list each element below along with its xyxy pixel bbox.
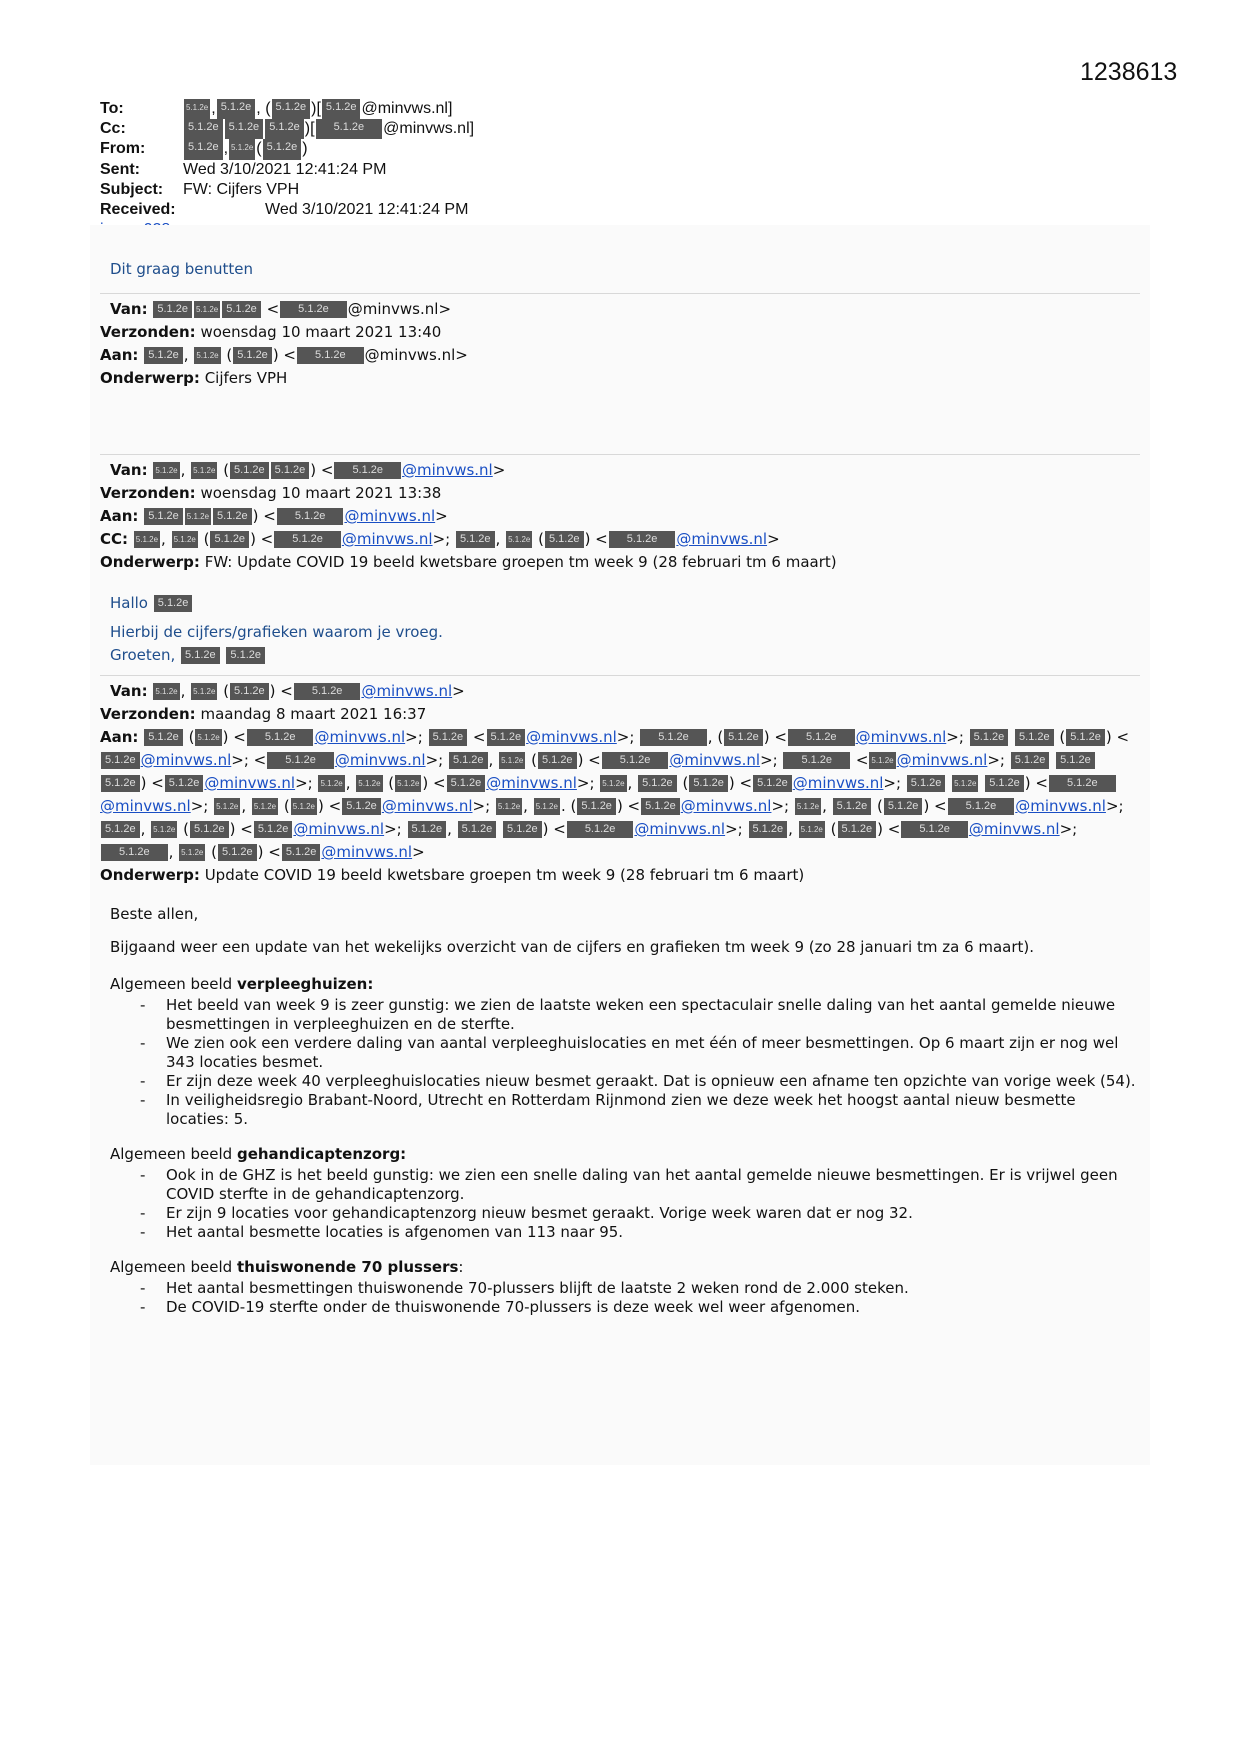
redaction: 5.1.2e xyxy=(185,508,211,525)
redaction: 5.1.2e xyxy=(179,844,205,861)
redaction: 5.1.2e xyxy=(318,775,344,792)
redaction: 5.1.2e xyxy=(456,531,495,548)
redaction: 5.1.2e xyxy=(101,844,168,861)
redaction: 5.1.2e xyxy=(265,119,304,139)
section-heading: Algemeen beeld gehandicaptenzorg: xyxy=(110,1145,407,1163)
redaction: 5.1.2e xyxy=(277,508,344,525)
redaction: 5.1.2e xyxy=(1049,775,1116,792)
email-link[interactable]: @minvws.nl xyxy=(402,461,493,479)
redaction: 5.1.2e xyxy=(907,775,946,792)
redaction: 5.1.2e xyxy=(153,683,179,700)
redaction: 5.1.2e xyxy=(602,752,669,769)
redaction: 5.1.2e xyxy=(247,729,314,746)
redaction: 5.1.2e xyxy=(316,119,383,139)
redaction: 5.1.2e xyxy=(838,821,877,838)
mail1-van: Van: 5.1.2e 5.1.2e 5.1.2e < 5.1.2e @minvws.nl> xyxy=(110,300,452,318)
sent-label: Sent: xyxy=(100,160,140,178)
redaction: 5.1.2e xyxy=(213,508,252,525)
redaction: 5.1.2e xyxy=(395,775,421,792)
redaction: 5.1.2e xyxy=(194,301,220,318)
redaction: 5.1.2e xyxy=(291,798,317,815)
bullet-list xyxy=(110,1279,1140,1317)
redaction: 5.1.2e xyxy=(218,844,257,861)
redaction: 5.1.2e xyxy=(458,821,497,838)
section-heading: Algemeen beeld verpleeghuizen: xyxy=(110,975,374,993)
redaction: 5.1.2e xyxy=(408,821,447,838)
redaction: 5.1.2e xyxy=(884,798,923,815)
redaction: 5.1.2e xyxy=(638,775,677,792)
redaction: 5.1.2e xyxy=(233,347,272,364)
redaction: 5.1.2e xyxy=(271,462,310,479)
email-link[interactable]: @minvws.nl xyxy=(361,682,453,700)
redaction: 5.1.2e xyxy=(1015,729,1054,746)
email-link[interactable]: @minvws.nl xyxy=(314,728,406,746)
bullet-list xyxy=(110,1166,1140,1242)
mail2-verzonden: Verzonden: woensdag 10 maart 2021 13:38 xyxy=(100,484,442,502)
section-heading: Algemeen beeld thuiswonende 70 plussers: xyxy=(110,1258,464,1276)
subject-label: Subject: xyxy=(100,180,164,198)
email-link[interactable]: @minvws.nl xyxy=(855,728,947,746)
section xyxy=(110,973,1140,1129)
intro-paragraph: Bijgaand weer een update van het wekelijks overzicht van de cijfers en grafieken tm week 9 (zo 28 januari tm za 6 maart). xyxy=(110,938,1035,956)
redaction: 5.1.2e xyxy=(274,531,341,548)
redaction: 5.1.2e xyxy=(689,775,728,792)
redaction: 5.1.2e xyxy=(429,729,468,746)
redaction: 5.1.2e xyxy=(226,647,265,664)
received-label: Received: xyxy=(100,201,176,219)
redaction: 5.1.2e xyxy=(503,821,542,838)
redaction: 5.1.2e xyxy=(506,531,532,548)
redaction: 5.1.2e xyxy=(342,798,381,815)
document-id: 1238613 xyxy=(1080,58,1178,86)
mail3-aan: Aan: 5.1.2e ( 5.1.2e ) < 5.1.2e @minvws.nl>; 5.1.2e < 5.1.2e @minvws.nl>; 5.1.2e , ( 5.1.2e ) < 5.1.2e @minvws.nl>; 5.1.2e 5.1.2e ( 5.1.2e ) <5.1.2e @minvws.nl>; < 5.1.2e @minvws.nl>; 5.1.2e , 5.1.2e ( 5.1.2e ) < 5.1.2e @minvws.nl>; 5.1.2e < 5.1.2e @minvws.nl>; 5.1.2e 5.1.2e 5.1.2e ) < 5.1.2e @minvws.nl>; 5.1.2e , 5.1.2e ( 5.1.2e ) < 5.1.2e @minvws.nl>; 5.1.2e , 5.1.2e ( 5.1.2e ) < 5.1.2e @minvws.nl>; 5.1.2e 5.1.2e 5.1.2e ) < 5.1.2e@minvws.nl>; 5.1.2e , 5.1.2e ( 5.1.2e ) < 5.1.2e @minvws.nl>; 5.1.2e , 5.1.2e . ( 5.1.2e ) < 5.1.2e @minvws.nl>; 5.1.2e , 5.1.2e ( 5.1.2e ) < 5.1.2e @minvws.nl>; 5.1.2e , 5.1.2e ( 5.1.2e ) < 5.1.2e @minvws.nl>; 5.1.2e , 5.1.2e 5.1.2e ) < 5.1.2e @minvws.nl>; 5.1.2e , 5.1.2e ( 5.1.2e ) < 5.1.2e @minvws.nl>; 5.1.2e , 5.1.2e ( 5.1.2e ) < 5.1.2e @minvws.nl> xyxy=(100,728,1130,861)
bullet-item: - Het aantal besmettingen thuiswonende 70-plussers blijft de laatste 2 weken rond de 2.000 steken. xyxy=(140,1279,1140,1298)
redaction: 5.1.2e xyxy=(282,844,321,861)
bullet-list xyxy=(110,996,1140,1129)
email-link[interactable]: @minvws.nl xyxy=(968,820,1060,838)
redaction: 5.1.2e xyxy=(499,752,525,769)
redaction: 5.1.2e xyxy=(267,752,334,769)
redaction: 5.1.2e xyxy=(254,821,293,838)
email-link[interactable]: @minvws.nl xyxy=(526,728,617,746)
subject-value: FW: Cijfers VPH xyxy=(183,180,300,198)
redaction: 5.1.2e xyxy=(151,821,177,838)
redaction: 5.1.2e xyxy=(214,798,240,815)
email-link[interactable]: @minvws.nl xyxy=(321,843,413,861)
bullet-item: - Het beeld van week 9 is zeer gunstig: we zien de laatste weken een spectaculair snelle daling van het aantal gemelde nieuwe besmettingen in verpleeghuizen en de sterfte. xyxy=(140,996,1140,1034)
redaction: 5.1.2e xyxy=(322,99,361,119)
redaction: 5.1.2e xyxy=(833,798,872,815)
redaction: 5.1.2e xyxy=(753,775,792,792)
sections xyxy=(110,973,1140,1317)
mail1-onderwerp: Onderwerp: Cijfers VPH xyxy=(100,369,288,387)
cc-label: Cc: xyxy=(100,120,126,138)
redaction: 5.1.2e xyxy=(449,752,488,769)
redaction: 5.1.2e xyxy=(577,798,616,815)
redaction: 5.1.2e xyxy=(144,729,183,746)
redaction: 5.1.2e xyxy=(144,347,183,364)
redaction: 5.1.2e xyxy=(487,729,526,746)
redaction: 5.1.2e xyxy=(538,752,577,769)
separator xyxy=(100,293,1140,294)
sent-value: Wed 3/10/2021 12:41:24 PM xyxy=(183,160,387,178)
email-link[interactable]: @minvws.nl xyxy=(344,507,436,525)
redaction: 5.1.2e xyxy=(795,798,821,815)
redaction: 5.1.2e xyxy=(153,301,192,318)
redaction: 5.1.2e xyxy=(194,347,220,364)
mail2-sign: Groeten, 5.1.2e 5.1.2e xyxy=(110,644,1140,667)
redaction: 5.1.2e xyxy=(195,729,221,746)
redaction: 5.1.2e xyxy=(901,821,968,838)
mail1-aan: Aan: 5.1.2e , 5.1.2e ( 5.1.2e ) < 5.1.2e @minvws.nl> xyxy=(100,346,468,364)
email-link[interactable]: @minvws.nl xyxy=(204,774,296,792)
email-link[interactable]: @minvws.nl xyxy=(634,820,726,838)
cc-email-tail: @minvws.nl] xyxy=(383,120,475,138)
redaction: 5.1.2e xyxy=(191,683,217,700)
redaction: 5.1.2e xyxy=(225,119,264,139)
redaction: 5.1.2e xyxy=(154,595,193,612)
separator xyxy=(100,675,1140,676)
email-link[interactable]: @minvws.nl xyxy=(896,751,988,769)
redaction: 5.1.2e xyxy=(1066,729,1105,746)
email-body xyxy=(100,258,1140,1317)
redaction: 5.1.2e xyxy=(985,775,1024,792)
email-link[interactable]: @minvws.nl xyxy=(792,774,884,792)
redaction: 5.1.2e xyxy=(297,347,364,364)
redaction: 5.1.2e xyxy=(272,99,311,119)
redaction: 5.1.2e xyxy=(799,821,825,838)
redaction: 5.1.2e xyxy=(263,139,302,159)
redaction: 5.1.2e xyxy=(229,139,255,159)
section xyxy=(110,1256,1140,1317)
bullet-item: - We zien ook een verdere daling van aantal verpleeghuislocaties en met één of meer besmettingen. Op 6 maart zijn er nog wel 343 locaties besmet. xyxy=(140,1034,1140,1072)
email-link[interactable]: @minvws.nl xyxy=(293,820,385,838)
redaction: 5.1.2e xyxy=(134,531,160,548)
redaction: 5.1.2e xyxy=(222,301,261,318)
bullet-item: - De COVID-19 sterfte onder de thuiswonende 70-plussers is deze week wel weer afgenomen. xyxy=(140,1298,1140,1317)
redaction: 5.1.2e xyxy=(783,752,850,769)
redaction: 5.1.2e xyxy=(1011,752,1050,769)
email-link[interactable]: @minvws.nl xyxy=(341,530,433,548)
redaction: 5.1.2e xyxy=(210,531,249,548)
redaction: 5.1.2e xyxy=(101,752,140,769)
received-value: Wed 3/10/2021 12:41:24 PM xyxy=(265,201,469,219)
separator xyxy=(100,454,1140,455)
mail3-onderwerp: Onderwerp: Update COVID 19 beeld kwetsbare groepen tm week 9 (28 februari tm 6 maart) xyxy=(100,866,805,884)
redaction: 5.1.2e xyxy=(749,821,788,838)
email-link[interactable]: @minvws.nl xyxy=(676,530,768,548)
redaction: 5.1.2e xyxy=(144,508,183,525)
redaction: 5.1.2e xyxy=(190,821,229,838)
mail2-greeting: Hallo 5.1.2e xyxy=(110,592,1140,615)
bullet-item: - Er zijn 9 locaties voor gehandicaptenzorg nieuw besmet geraakt. Vorige week waren dat er nog 32. xyxy=(140,1204,1140,1223)
redaction: 5.1.2e xyxy=(181,647,220,664)
redaction: 5.1.2e xyxy=(184,119,223,139)
mail2-aan: Aan: 5.1.2e 5.1.2e 5.1.2e ) < 5.1.2e @minvws.nl> xyxy=(100,507,448,525)
section xyxy=(110,1143,1140,1242)
mail2-onderwerp: Onderwerp: FW: Update COVID 19 beeld kwetsbare groepen tm week 9 (28 februari tm 6 maart) xyxy=(100,553,837,571)
from-label: From: xyxy=(100,140,146,158)
salutation: Beste allen, xyxy=(110,905,199,923)
redaction: 5.1.2e xyxy=(165,775,204,792)
redaction: 5.1.2e xyxy=(788,729,855,746)
redaction: 5.1.2e xyxy=(600,775,626,792)
email-link[interactable]: @minvws.nl xyxy=(1015,797,1106,815)
redaction: 5.1.2e xyxy=(724,729,763,746)
redaction: 5.1.2e xyxy=(641,798,680,815)
mail2-cc: CC: 5.1.2e , 5.1.2e ( 5.1.2e ) < 5.1.2e @minvws.nl>; 5.1.2e , 5.1.2e ( 5.1.2e ) < 5.1.2e @minvws.nl> xyxy=(100,530,780,548)
redaction: 5.1.2e xyxy=(334,462,401,479)
redaction: 5.1.2e xyxy=(496,798,522,815)
redaction: 5.1.2e xyxy=(640,729,707,746)
bullet-item: - Ook in de GHZ is het beeld gunstig: we zien een snelle daling van het aantal gemelde nieuwe besmettingen. Er is vrijwel geen COVID sterfte in de gehandicaptenzorg. xyxy=(140,1166,1140,1204)
redaction: 5.1.2e xyxy=(952,775,978,792)
email-header: To: 5.1.2e , 5.1.2e , ( 5.1.2e )[ 5.1.2e @minvws.nl] Cc: 5.1.2e 5.1.2e 5.1.2e )[ 5.1.2e @minvws.nl] From: 5.1.2e , 5.1.2e ( 5.1.2e ) Sent: Wed 3/10/2021 12:41:24 PM Subject: FW: Cijfers VPH Received: Wed 3/10/2021 12:41:24 PM xyxy=(100,99,474,240)
mail3-van: Van: 5.1.2e , 5.1.2e ( 5.1.2e ) < 5.1.2e @minvws.nl> xyxy=(110,682,465,700)
redaction: 5.1.2e xyxy=(184,139,223,159)
redaction: 5.1.2e xyxy=(294,683,361,700)
redaction: 5.1.2e xyxy=(280,301,347,318)
redaction: 5.1.2e xyxy=(1056,752,1095,769)
bullet-item: - Er zijn deze week 40 verpleeghuislocaties nieuw besmet geraakt. Dat is opnieuw een afname ten opzichte van vorige week (54). xyxy=(140,1072,1140,1091)
to-email-tail: @minvws.nl] xyxy=(361,100,453,117)
email-link[interactable]: @minvws.nl xyxy=(334,751,426,769)
redaction: 5.1.2e xyxy=(101,821,140,838)
redaction: 5.1.2e xyxy=(230,683,269,700)
redaction: 5.1.2e xyxy=(567,821,634,838)
redaction: 5.1.2e xyxy=(184,99,210,119)
redaction: 5.1.2e xyxy=(172,531,198,548)
redaction: 5.1.2e xyxy=(191,462,217,479)
email-link[interactable]: @minvws.nl xyxy=(140,751,232,769)
redaction: 5.1.2e xyxy=(869,752,895,769)
mail2-van: Van: 5.1.2e , 5.1.2e ( 5.1.2e 5.1.2e ) < 5.1.2e @minvws.nl> xyxy=(110,461,506,479)
redaction: 5.1.2e xyxy=(153,462,179,479)
redaction: 5.1.2e xyxy=(252,798,278,815)
redaction: 5.1.2e xyxy=(356,775,382,792)
email-link[interactable]: @minvws.nl xyxy=(486,774,577,792)
redaction: 5.1.2e xyxy=(534,798,560,815)
mail3-verzonden: Verzonden: maandag 8 maart 2021 16:37 xyxy=(100,705,427,723)
intro-note: Dit graag benutten xyxy=(110,260,253,278)
redaction: 5.1.2e xyxy=(609,531,676,548)
email-link[interactable]: @minvws.nl xyxy=(381,797,473,815)
bullet-item: - In veiligheidsregio Brabant-Noord, Utrecht en Rotterdam Rijnmond zien we deze week het hoogst aantal nieuw besmette locaties: 5. xyxy=(140,1091,1140,1129)
redaction: 5.1.2e xyxy=(217,99,256,119)
email-link[interactable]: @minvws.nl xyxy=(680,797,772,815)
to-label: To: xyxy=(100,100,124,117)
redaction: 5.1.2e xyxy=(970,729,1009,746)
redaction: 5.1.2e xyxy=(948,798,1015,815)
mail2-line1: Hierbij de cijfers/grafieken waarom je vroeg. xyxy=(110,623,443,641)
redaction: 5.1.2e xyxy=(230,462,269,479)
redaction: 5.1.2e xyxy=(101,775,140,792)
redaction: 5.1.2e xyxy=(447,775,486,792)
mail1-verzonden: Verzonden: woensdag 10 maart 2021 13:40 xyxy=(100,323,442,341)
email-link[interactable]: @minvws.nl xyxy=(669,751,761,769)
email-link[interactable]: @minvws.nl xyxy=(100,797,191,815)
bullet-item: - Het aantal besmette locaties is afgenomen van 113 naar 95. xyxy=(140,1223,1140,1242)
redaction: 5.1.2e xyxy=(545,531,584,548)
